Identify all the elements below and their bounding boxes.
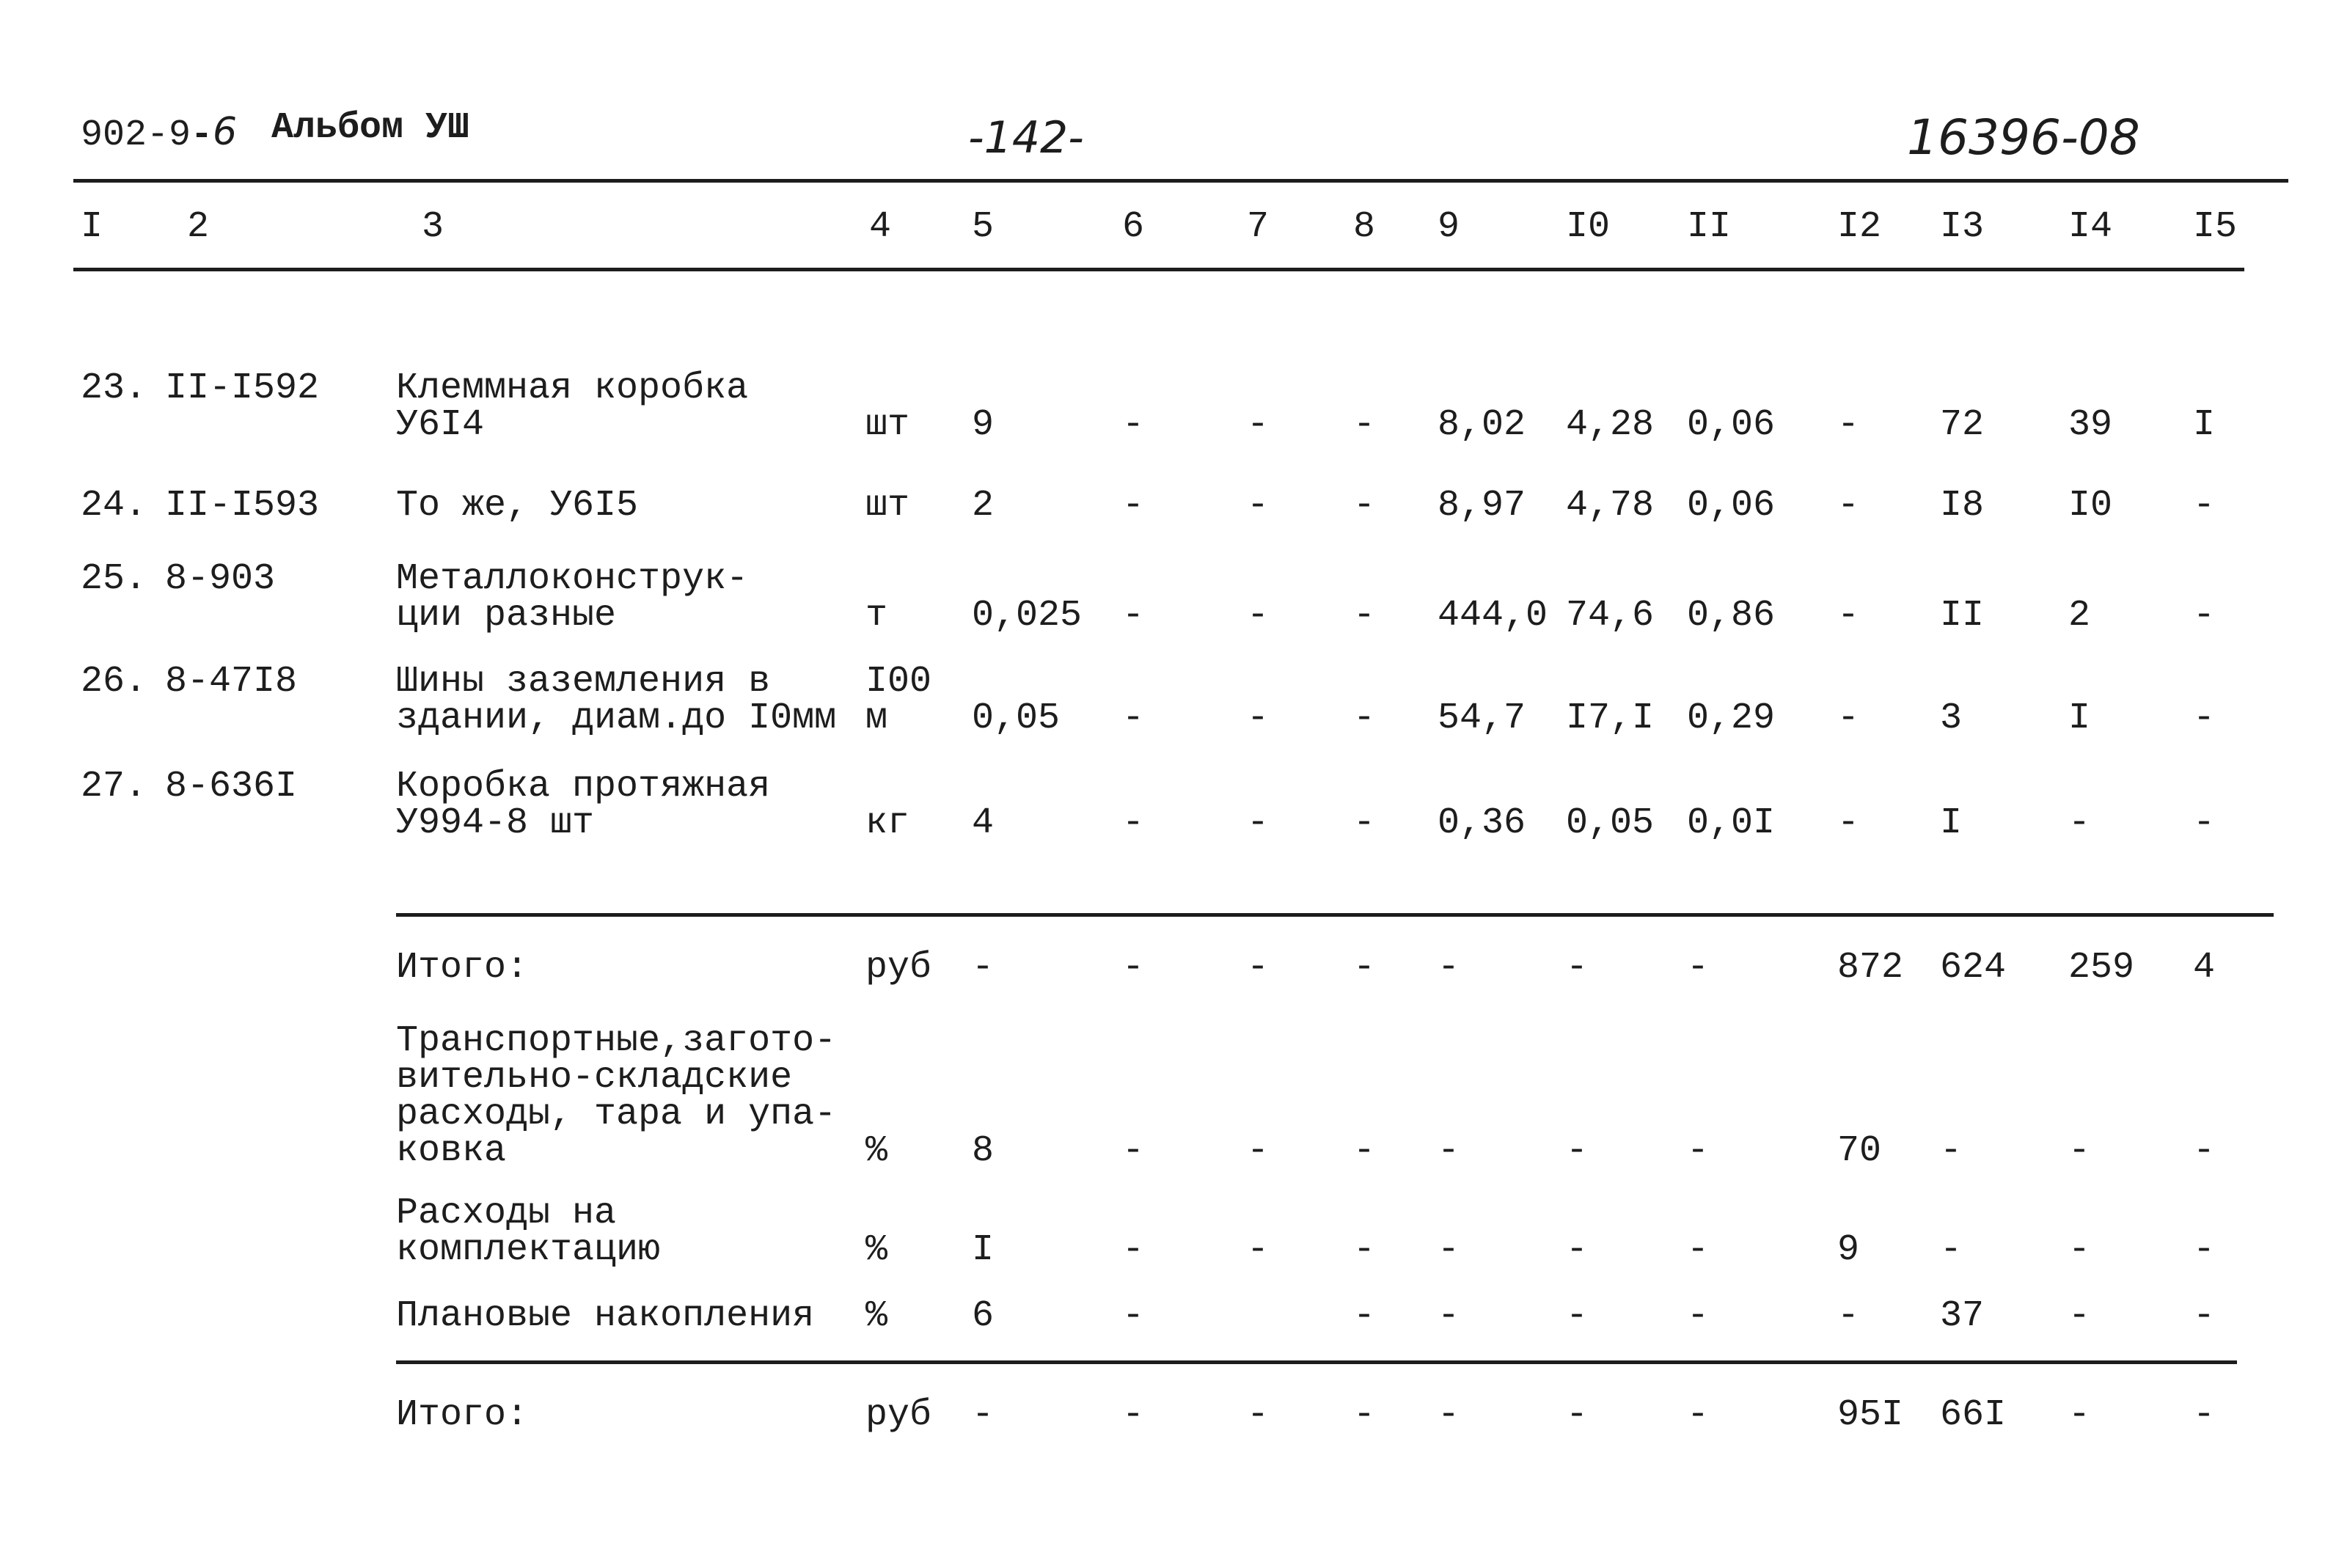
summary-quantity: 8	[972, 1130, 995, 1172]
row-cell-c9: 8,97	[1438, 485, 1526, 527]
summary-cell-c10: -	[1566, 1229, 1589, 1271]
row-cell-c10: 74,6	[1566, 595, 1655, 637]
row-cell-c10: I7,I	[1566, 697, 1655, 739]
row-name: У994-8 шт	[396, 802, 595, 844]
row-cell-c10: 0,05	[1566, 802, 1655, 844]
summary-label: расходы, тара и упа-	[396, 1093, 837, 1135]
row-code: 8-903	[165, 558, 276, 600]
row-name: здании, диам.до I0мм	[396, 697, 837, 739]
row-unit: шт	[865, 485, 910, 527]
column-number: 8	[1353, 206, 1376, 248]
row-name: Коробка протяжная	[396, 766, 771, 807]
row-cell-c9: 8,02	[1438, 404, 1526, 446]
summary-cell-c15: -	[2193, 1229, 2216, 1271]
row-cell-c10: 4,78	[1566, 485, 1655, 527]
summary-quantity: -	[972, 1394, 995, 1436]
column-number: I	[81, 206, 103, 248]
page-number: -142-	[968, 112, 1084, 164]
summary-cell-c13: -	[1940, 1130, 1963, 1172]
column-number: I5	[2193, 206, 2238, 248]
column-number: 2	[187, 206, 210, 248]
column-number: 5	[972, 206, 995, 248]
row-unit: т	[865, 595, 888, 637]
row-code: 8-636I	[165, 766, 298, 807]
summary-label: комплектацию	[396, 1229, 661, 1271]
row-number: 23.	[81, 367, 147, 409]
summary-cell-c10: -	[1566, 1130, 1589, 1172]
row-cell-c6: -	[1122, 404, 1145, 446]
summary-cell-c14: -	[2068, 1130, 2091, 1172]
row-name: Металлоконструк-	[396, 558, 749, 600]
summary-cell-c12: 872	[1837, 947, 1904, 989]
row-cell-c8: -	[1353, 802, 1376, 844]
row-cell-c9: 0,36	[1438, 802, 1526, 844]
row-cell-c15: -	[2193, 595, 2216, 637]
summary-cell-c14: -	[2068, 1229, 2091, 1271]
summary-cell-c9: -	[1438, 1130, 1460, 1172]
row-cell-c6: -	[1122, 485, 1145, 527]
row-unit: I00	[865, 661, 932, 703]
summary-label: Расходы на	[396, 1193, 617, 1234]
row-cell-c15: -	[2193, 485, 2216, 527]
row-cell-c15: -	[2193, 697, 2216, 739]
summary-cell-c8: -	[1353, 1130, 1376, 1172]
column-number: 4	[869, 206, 892, 248]
row-code: II-I592	[165, 367, 320, 409]
summary-cell-c7: -	[1247, 1229, 1270, 1271]
row-cell-c13: 3	[1940, 697, 1963, 739]
row-number: 26.	[81, 661, 147, 703]
row-cell-c12: -	[1837, 802, 1860, 844]
row-cell-c7: -	[1247, 802, 1270, 844]
summary-cell-c8: -	[1353, 947, 1376, 989]
summary-cell-c13: 624	[1940, 947, 2007, 989]
column-number: I0	[1566, 206, 1611, 248]
summary-cell-c12: -	[1837, 1295, 1860, 1337]
summary-cell-c6: -	[1122, 1130, 1145, 1172]
row-quantity: 0,025	[972, 595, 1083, 637]
row-cell-c9: 54,7	[1438, 697, 1526, 739]
row-cell-c11: 0,0I	[1687, 802, 1776, 844]
summary-cell-c8: -	[1353, 1295, 1376, 1337]
summary-label: Итого:	[396, 1394, 529, 1436]
summary-cell-c10: -	[1566, 1295, 1589, 1337]
summary-unit: руб	[865, 947, 932, 989]
column-number: I2	[1837, 206, 1882, 248]
summary-label: ковка	[396, 1130, 507, 1172]
row-name: Клеммная коробка	[396, 367, 749, 409]
summary-cell-c9: -	[1438, 1229, 1460, 1271]
summary-quantity: -	[972, 947, 995, 989]
header-top-rule	[73, 179, 2288, 183]
row-quantity: 4	[972, 802, 995, 844]
row-quantity: 9	[972, 404, 995, 446]
summary-cell-c8: -	[1353, 1394, 1376, 1436]
row-cell-c10: 4,28	[1566, 404, 1655, 446]
summary-quantity: 6	[972, 1295, 995, 1337]
row-name: То же, У6I5	[396, 485, 639, 527]
summary-label: Транспортные,загото-	[396, 1020, 837, 1062]
row-cell-c13: I	[1940, 802, 1963, 844]
row-cell-c8: -	[1353, 404, 1376, 446]
summary-label: Плановые накопления	[396, 1295, 815, 1337]
row-cell-c6: -	[1122, 802, 1145, 844]
row-cell-c7: -	[1247, 697, 1270, 739]
summary-label: вительно-складские	[396, 1057, 793, 1099]
summary-cell-c10: -	[1566, 947, 1589, 989]
summary-unit: руб	[865, 1394, 932, 1436]
row-cell-c14: 2	[2068, 595, 2091, 637]
summary-label: Итого:	[396, 947, 529, 989]
summary-cell-c6: -	[1122, 947, 1145, 989]
row-unit: кг	[865, 802, 910, 844]
summary-cell-c12: 9	[1837, 1229, 1860, 1271]
summary-cell-c8: -	[1353, 1229, 1376, 1271]
summary-cell-c7: -	[1247, 1130, 1270, 1172]
series-code-text: 902-9	[81, 114, 191, 156]
row-cell-c14: I0	[2068, 485, 2113, 527]
document-number: 16396-08	[1907, 109, 2140, 166]
summary-cell-c13: 37	[1940, 1295, 1985, 1337]
summary-cell-c6: -	[1122, 1295, 1145, 1337]
row-name: Шины заземления в	[396, 661, 771, 703]
summary-cell-c9: -	[1438, 1394, 1460, 1436]
summary-cell-c12: 70	[1837, 1130, 1882, 1172]
summary-quantity: I	[972, 1229, 995, 1271]
row-number: 24.	[81, 485, 147, 527]
row-cell-c9: 444,0	[1438, 595, 1548, 637]
row-cell-c11: 0,06	[1687, 485, 1776, 527]
summary-cell-c9: -	[1438, 947, 1460, 989]
row-cell-c14: I	[2068, 697, 2091, 739]
row-cell-c13: 72	[1940, 404, 1985, 446]
summary-cell-c15: -	[2193, 1130, 2216, 1172]
summary-cell-c7: -	[1247, 947, 1270, 989]
row-quantity: 0,05	[972, 697, 1061, 739]
row-cell-c7: -	[1247, 485, 1270, 527]
row-unit: шт	[865, 404, 910, 446]
summary-cell-c14: 259	[2068, 947, 2135, 989]
summary-cell-c11: -	[1687, 1229, 1710, 1271]
series-handwritten-number: 6	[213, 110, 238, 154]
row-name: ции разные	[396, 595, 617, 637]
summary-unit: %	[865, 1130, 888, 1172]
column-number: 9	[1438, 206, 1460, 248]
row-cell-c12: -	[1837, 404, 1860, 446]
summary-cell-c15: -	[2193, 1394, 2216, 1436]
row-cell-c7: -	[1247, 404, 1270, 446]
summary-cell-c6: -	[1122, 1394, 1145, 1436]
summary-cell-c15: -	[2193, 1295, 2216, 1337]
summary-cell-c11: -	[1687, 1130, 1710, 1172]
row-cell-c12: -	[1837, 595, 1860, 637]
column-number: I3	[1940, 206, 1985, 248]
row-cell-c15: I	[2193, 404, 2216, 446]
summary-cell-c11: -	[1687, 1394, 1710, 1436]
row-cell-c14: -	[2068, 802, 2091, 844]
column-number: II	[1687, 206, 1732, 248]
summary-cell-c14: -	[2068, 1394, 2091, 1436]
summary-cell-c13: -	[1940, 1229, 1963, 1271]
row-cell-c8: -	[1353, 697, 1376, 739]
row-code: II-I593	[165, 485, 320, 527]
row-cell-c7: -	[1247, 595, 1270, 637]
summary-cell-c12: 95I	[1837, 1394, 1904, 1436]
row-cell-c11: 0,06	[1687, 404, 1776, 446]
row-name: У6I4	[396, 404, 485, 446]
row-cell-c6: -	[1122, 697, 1145, 739]
header-bottom-rule	[73, 268, 2244, 271]
row-code: 8-47I8	[165, 661, 298, 703]
column-number: 7	[1247, 206, 1270, 248]
row-cell-c12: -	[1837, 485, 1860, 527]
summary-cell-c15: 4	[2193, 947, 2216, 989]
summary-cell-c13: 66I	[1940, 1394, 2007, 1436]
album-label: Альбом УШ	[271, 107, 470, 149]
row-cell-c11: 0,86	[1687, 595, 1776, 637]
doc-series-code	[81, 110, 237, 154]
series-dash: -	[191, 114, 213, 156]
summary-cell-c7: -	[1247, 1394, 1270, 1436]
column-number: 6	[1122, 206, 1145, 248]
row-cell-c13: I8	[1940, 485, 1985, 527]
row-cell-c12: -	[1837, 697, 1860, 739]
row-number: 27.	[81, 766, 147, 807]
row-cell-c15: -	[2193, 802, 2216, 844]
summary-cell-c11: -	[1687, 947, 1710, 989]
row-cell-c13: II	[1940, 595, 1985, 637]
summary-cell-c14: -	[2068, 1295, 2091, 1337]
summary-top-rule	[396, 913, 2274, 917]
row-unit: м	[865, 697, 888, 739]
row-cell-c14: 39	[2068, 404, 2113, 446]
row-cell-c6: -	[1122, 595, 1145, 637]
final-total-rule	[396, 1360, 2237, 1364]
summary-cell-c6: -	[1122, 1229, 1145, 1271]
row-cell-c8: -	[1353, 595, 1376, 637]
summary-cell-c9: -	[1438, 1295, 1460, 1337]
summary-unit: %	[865, 1229, 888, 1271]
row-number: 25.	[81, 558, 147, 600]
row-cell-c8: -	[1353, 485, 1376, 527]
row-cell-c11: 0,29	[1687, 697, 1776, 739]
row-quantity: 2	[972, 485, 995, 527]
summary-unit: %	[865, 1295, 888, 1337]
column-number: 3	[422, 206, 444, 248]
column-number: I4	[2068, 206, 2113, 248]
summary-cell-c11: -	[1687, 1295, 1710, 1337]
summary-cell-c10: -	[1566, 1394, 1589, 1436]
